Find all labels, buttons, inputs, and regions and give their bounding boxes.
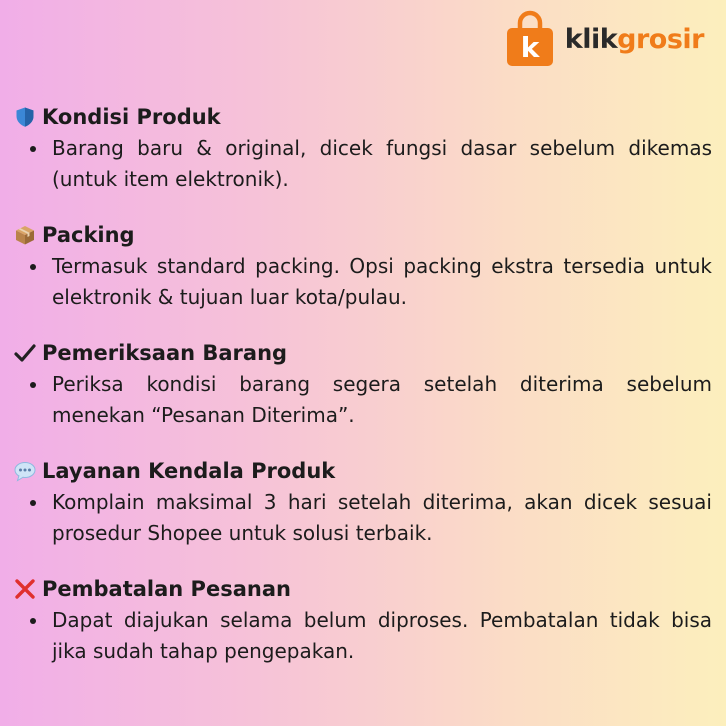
section-description: Periksa kondisi barang segera setelah diterima sebelum menekan “Pesanan Diterima”.: [52, 372, 712, 427]
section-header: [14, 339, 712, 367]
section-pembatalan-pesanan: [14, 575, 712, 667]
cross-mark-icon: [14, 578, 36, 600]
section-description: Barang baru & original, dicek fungsi dasar sebelum dikemas (untuk item elektronik).: [52, 136, 712, 191]
section-description: Komplain maksimal 3 hari setelah diterima, akan dicek sesuai prosedur Shopee untuk solusi terbaik.: [52, 490, 712, 545]
package-icon: [14, 224, 36, 246]
section-header: [14, 221, 712, 249]
list-item: [14, 487, 712, 549]
section-title: Packing: [42, 223, 135, 247]
section-pemeriksaan-barang: [14, 339, 712, 431]
list-item: [14, 251, 712, 313]
checkmark-icon: [14, 342, 36, 364]
section-layanan-kendala-produk: [14, 457, 712, 549]
bullet-dot: [30, 264, 36, 270]
section-header: [14, 103, 712, 131]
policy-list: [14, 103, 712, 693]
section-title: Pemeriksaan Barang: [42, 341, 288, 365]
list-item: [14, 133, 712, 195]
section-description: Dapat diajukan selama belum diproses. Pembatalan tidak bisa jika sudah tahap pengepakan.: [52, 608, 712, 663]
section-description: Termasuk standard packing. Opsi packing ekstra tersedia untuk elektronik & tujuan luar kota/pulau.: [52, 254, 712, 309]
speech-bubble-icon: [14, 460, 36, 482]
brand-logo: [505, 10, 704, 68]
section-title: Kondisi Produk: [42, 105, 221, 129]
logo-letter: k: [520, 31, 540, 64]
list-item: [14, 369, 712, 431]
section-packing: [14, 221, 712, 313]
list-item: [14, 605, 712, 667]
shield-icon: [14, 106, 36, 128]
section-title: Pembatalan Pesanan: [42, 577, 291, 601]
brand-name: [565, 24, 704, 55]
section-header: [14, 457, 712, 485]
section-header: [14, 575, 712, 603]
brand-name-klik: klik: [564, 23, 618, 55]
brand-name-grosir: grosir: [617, 23, 704, 55]
shopping-bag-icon: [505, 10, 555, 68]
bullet-dot: [30, 618, 36, 624]
section-kondisi-produk: [14, 103, 712, 195]
section-title: Layanan Kendala Produk: [42, 459, 336, 483]
bullet-dot: [30, 146, 36, 152]
bullet-dot: [30, 500, 36, 506]
bullet-dot: [30, 382, 36, 388]
